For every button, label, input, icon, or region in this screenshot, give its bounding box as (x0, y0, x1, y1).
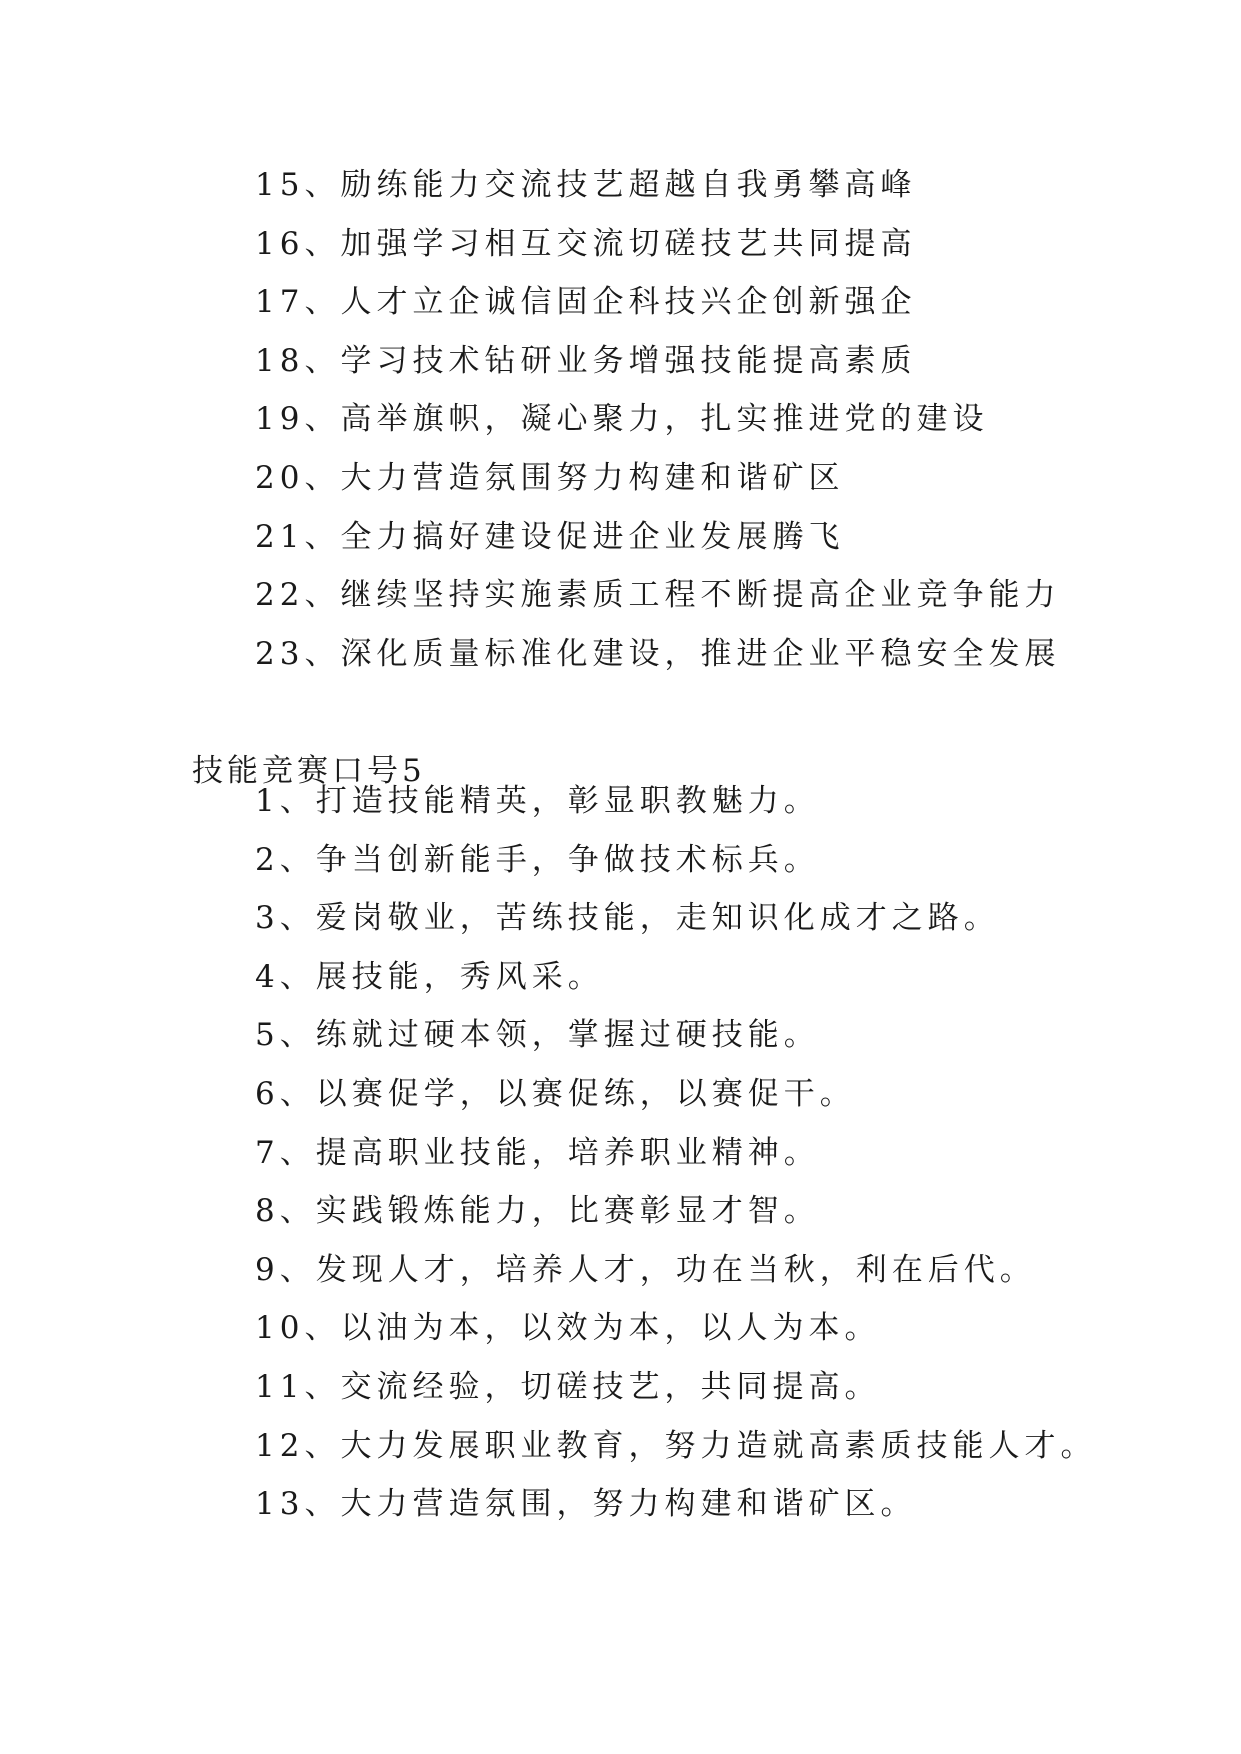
list-item: 10、以油为本，以效为本，以人为本。 (255, 1310, 881, 1347)
slogan-list (255, 772, 1096, 1534)
list-item: 15、励练能力交流技艺超越自我勇攀高峰 (255, 167, 917, 203)
list-item: 1、打造技能精英，彰显职教魅力。 (255, 783, 820, 819)
list-item: 4、展技能，秀风采。 (255, 958, 604, 995)
section-heading: 技能竞赛口号5 (192, 753, 426, 789)
list-item: 16、加强学习相互交流切磋技艺共同提高 (255, 225, 917, 262)
list-item: 13、大力营造氛围，努力构建和谐矿区。 (255, 1486, 917, 1523)
list-item: 9、发现人才，培养人才，功在当秋，利在后代。 (255, 1251, 1036, 1288)
list-item: 12、大力发展职业教育，努力造就高素质技能人才。 (255, 1427, 1097, 1464)
list-item: 8、实践锻炼能力，比赛彰显才智。 (255, 1193, 820, 1230)
list-item: 23、深化质量标准化建设，推进企业平稳安全发展 (255, 635, 1061, 672)
list-item: 21、全力搞好建设促进企业发展腾飞 (255, 518, 845, 555)
list-item: 19、高举旗帜，凝心聚力，扎实推进党的建设 (255, 401, 989, 438)
list-item: 20、大力营造氛围努力构建和谐矿区 (255, 459, 845, 496)
slogan-list-continued (255, 156, 1060, 683)
list-item: 2、争当创新能手，争做技术标兵。 (255, 841, 820, 878)
list-item: 17、人才立企诚信固企科技兴企创新强企 (255, 284, 917, 321)
list-item: 3、爱岗敬业，苦练技能，走知识化成才之路。 (255, 900, 1000, 937)
list-item: 11、交流经验，切磋技艺，共同提高。 (255, 1368, 881, 1405)
list-item: 18、学习技术钻研业务增强技能提高素质 (255, 342, 917, 379)
list-item: 22、继续坚持实施素质工程不断提高企业竞争能力 (255, 577, 1061, 614)
list-item: 6、以赛促学，以赛促练，以赛促干。 (255, 1075, 856, 1112)
list-item: 5、练就过硬本领，掌握过硬技能。 (255, 1017, 820, 1054)
list-item: 7、提高职业技能，培养职业精神。 (255, 1134, 820, 1171)
